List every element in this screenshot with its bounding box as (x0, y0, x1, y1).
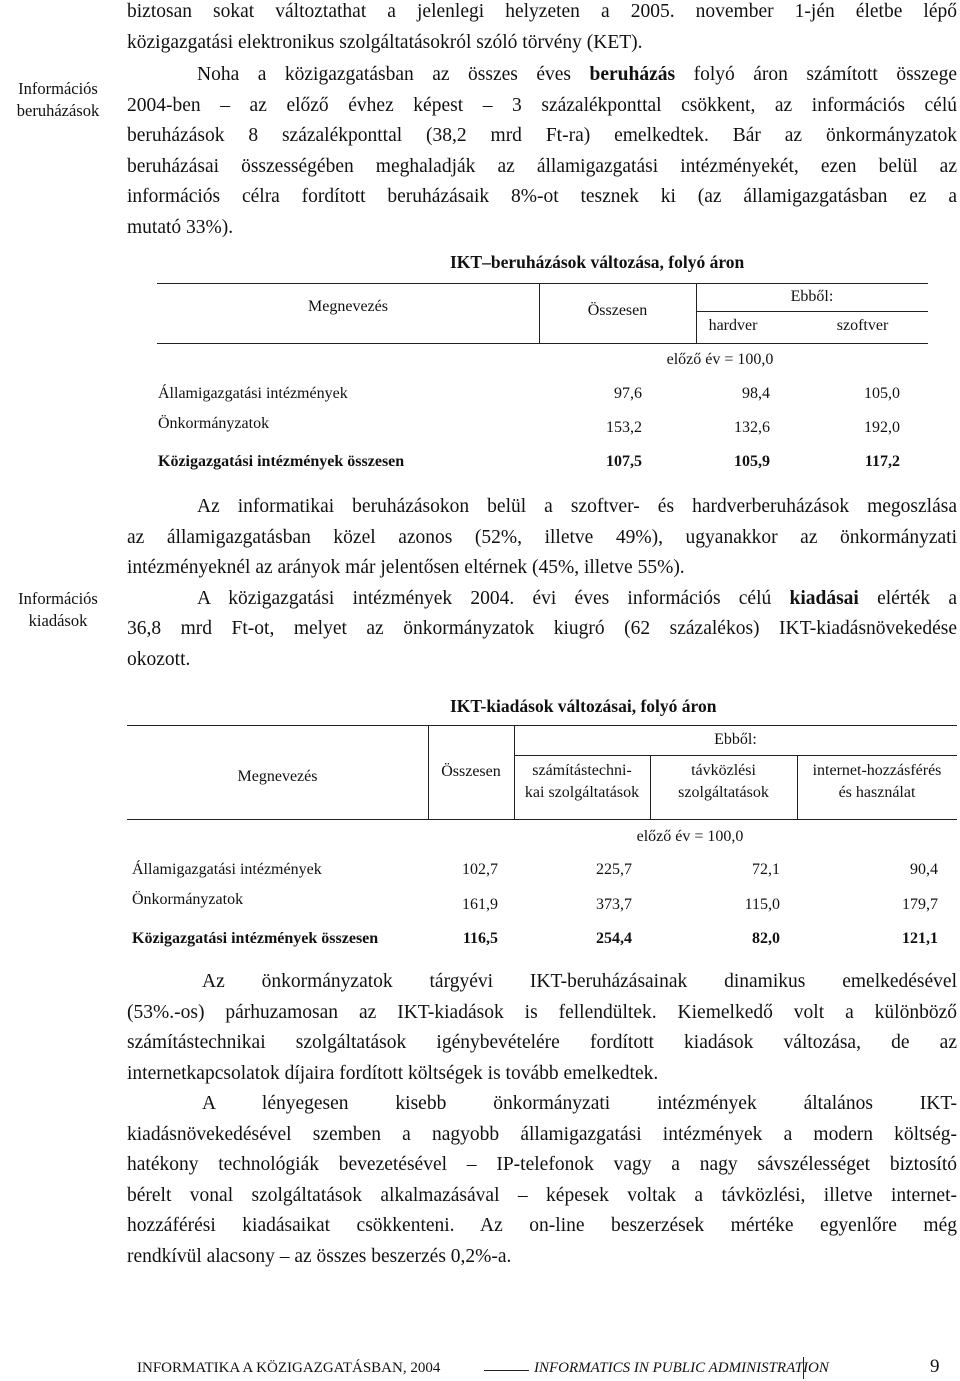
table2-cell: 90,4 (910, 861, 938, 878)
text-line (127, 60, 957, 91)
table2-title: IKT-kiadások változásai, folyó áron (450, 696, 717, 716)
text-line: hozzáférési kiadásaikat csökkenteni. Az on-line beszerzések mértéke egyenlőre még (127, 1215, 957, 1236)
text-line: A lényegesen kisebb önkormányzati intézmények általános IKT- (202, 1093, 957, 1114)
table1-row-name: Közigazgatási intézmények összesen (158, 453, 405, 470)
table1-cell: 97,6 (614, 385, 642, 402)
sidenote-expenditures (0, 588, 116, 632)
text-line: Az informatikai beruházásokon belül a szoftver- és hardverberuházások megoszlása (197, 496, 957, 517)
bold-term: beruházás (589, 64, 676, 85)
sidenote-line: beruházások (16, 101, 100, 120)
table1-cell: 153,2 (606, 419, 642, 436)
header-line: számítástechni- (532, 762, 632, 779)
table2-top-rule (127, 725, 957, 726)
footer-title-english: INFORMATICS IN PUBLIC ADMINISTRATION (534, 1360, 829, 1376)
header-line: internet-hozzásférés (812, 762, 942, 779)
footer-rule (484, 1370, 529, 1371)
text-line: kiadásnövekedésével szemben a nagyobb államigazgatási intézmények a modern költség- (127, 1123, 957, 1145)
table1-base-note: előző év = 100,0 (666, 351, 774, 368)
table2-header-bottom-rule (127, 819, 957, 820)
text-line: okozott. (127, 648, 191, 670)
text-line: számítástechnikai szolgáltatások igénybevételére fordított kiadások változása, de az (127, 1032, 957, 1053)
table2-cell: 121,1 (902, 930, 938, 947)
text-line: az államigazgatásban közel azonos (52%, illetve 49%), ugyanakkor az önkormányzati (127, 526, 957, 548)
table2-cell: 225,7 (596, 861, 632, 878)
table1-col-software: szoftver (836, 317, 889, 334)
bottom-paragraph (127, 967, 957, 1272)
text-line: hatékony technológiák bevezetésével – IP-telefonok vagy a nagy sávszélességet biztosító (127, 1154, 957, 1175)
table1-col-of-which: Ebből: (790, 288, 834, 305)
table2-col-name: Megnevezés (237, 768, 318, 785)
text-line: információs célra fordított beruházásaik 8%-ot tesznek ki (az államigazgatásban ez a (127, 186, 957, 207)
table1-header-bottom-rule (157, 343, 928, 344)
text-run: Noha a közigazgatásban az összes éves (197, 64, 590, 85)
footer-separator (803, 1357, 804, 1379)
text-line: beruházások 8 százalékponttal (38,2 mrd Ft-ra) emelkedtek. Bár az önkormányzatok (127, 125, 957, 146)
table1-cell: 192,0 (864, 419, 900, 436)
table2-col-it-services (514, 760, 650, 804)
table2-row-name: Államigazgatási intézmények (132, 861, 322, 878)
sidenote-line: Információs (18, 589, 98, 608)
text-line: (53%.-os) párhuzamosan az IKT-kiadások is fellendültek. Kiemelkedő volt a különböző (127, 1001, 957, 1023)
text-line: biztosan sokat változtathat a jelenlegi helyzeten a 2005. november 1-jén életbe lépő (127, 1, 957, 22)
header-line: és használat (838, 784, 916, 801)
text-line: intézményeknél az arányok már jelentősen eltérnek (45%, illetve 55%). (127, 557, 685, 578)
table2-row-name: Közigazgatási intézmények összesen (132, 930, 379, 947)
table2-col-internet (797, 760, 957, 804)
text-line: közigazgatási elektronikus szolgáltatásokról szóló törvény (KET). (127, 31, 643, 53)
sidenote-investments (0, 78, 116, 122)
table2-cell: 115,0 (744, 896, 780, 913)
text-line: bérelt vonal szolgáltatások alkalmazásával – képesek voltak a távközlési, illetve internet- (127, 1184, 957, 1206)
table2-col-total: Összesen (441, 763, 501, 780)
table1-cell: 98,4 (742, 385, 770, 402)
table2-row-name: Önkormányzatok (132, 891, 244, 908)
text-run: elérték a (858, 587, 957, 609)
bold-term: kiadásai (789, 587, 859, 609)
header-line: kai szolgáltatások (524, 784, 640, 801)
text-line (127, 584, 957, 615)
table2-cell: 373,7 (596, 896, 632, 913)
top-paragraph (127, 0, 957, 58)
table1-subheader-rule (696, 311, 928, 312)
text-line: rendkívül alacsony – az összes beszerzés 0,2%-a. (127, 1245, 512, 1267)
text-line: beruházásai összességében meghaladják az államigazgatási intézményekét, ezen belül az (127, 155, 957, 177)
page-number: 9 (930, 1356, 940, 1377)
table2-subheader-rule (514, 755, 957, 756)
investments-paragraph (127, 60, 957, 243)
header-line: szolgáltatások (678, 784, 769, 801)
table1-col-total: Összesen (587, 302, 648, 319)
text-line: Az önkormányzatok tárgyévi IKT-beruházásainak dinamikus emelkedésével (202, 971, 957, 992)
table1-cell: 105,0 (864, 385, 900, 402)
table2-base-note: előző év = 100,0 (636, 828, 744, 845)
text-run: folyó áron számított összege (675, 64, 957, 85)
sidenote-line: kiadások (28, 611, 88, 630)
footer-title: INFORMATIKA A KÖZIGAZGATÁSBAN, 2004 (137, 1360, 441, 1376)
table2-cell: 254,4 (596, 930, 632, 947)
table2-cell: 161,9 (462, 896, 498, 913)
table1-row-name: Önkormányzatok (158, 415, 270, 432)
table2-col-telecom (650, 760, 797, 804)
table2-col-of-which: Ebből: (714, 731, 757, 748)
table2-cell: 102,7 (462, 861, 498, 878)
table1-cell: 132,6 (734, 419, 770, 436)
table2-cell: 72,1 (752, 861, 780, 878)
text-line: 2004-ben – az előző évhez képest – 3 százalékponttal csökkent, az információs célú (127, 94, 957, 116)
table1-cell: 105,9 (734, 453, 770, 470)
header-line: távközlési (691, 762, 756, 779)
table2-cell: 179,7 (902, 896, 938, 913)
text-line: 36,8 mrd Ft-ot, melyet az önkormányzatok kiugró (62 százalékos) IKT-kiadásnövekedése (127, 618, 957, 639)
table1-cell: 107,5 (606, 453, 642, 470)
table1-col-name: Megnevezés (308, 298, 388, 315)
sidenote-line: Információs (18, 79, 98, 98)
text-line: mutató 33%). (127, 216, 234, 238)
table2-cell: 116,5 (462, 930, 498, 947)
table2-cell: 82,0 (752, 930, 780, 947)
table1-row-name: Államigazgatási intézmények (158, 385, 348, 402)
table1-top-rule (157, 283, 928, 284)
table1-col-hardware: hardver (708, 317, 758, 334)
table1-cell: 117,2 (864, 453, 900, 470)
text-line: internetkapcsolatok díjaira fordított költségek is tovább emelkedtek. (127, 1062, 659, 1084)
text-run: A közigazgatási intézmények 2004. évi éves információs célú (197, 587, 790, 609)
table1-title: IKT–beruházások változása, folyó áron (450, 252, 745, 272)
middle-paragraph (127, 492, 957, 675)
